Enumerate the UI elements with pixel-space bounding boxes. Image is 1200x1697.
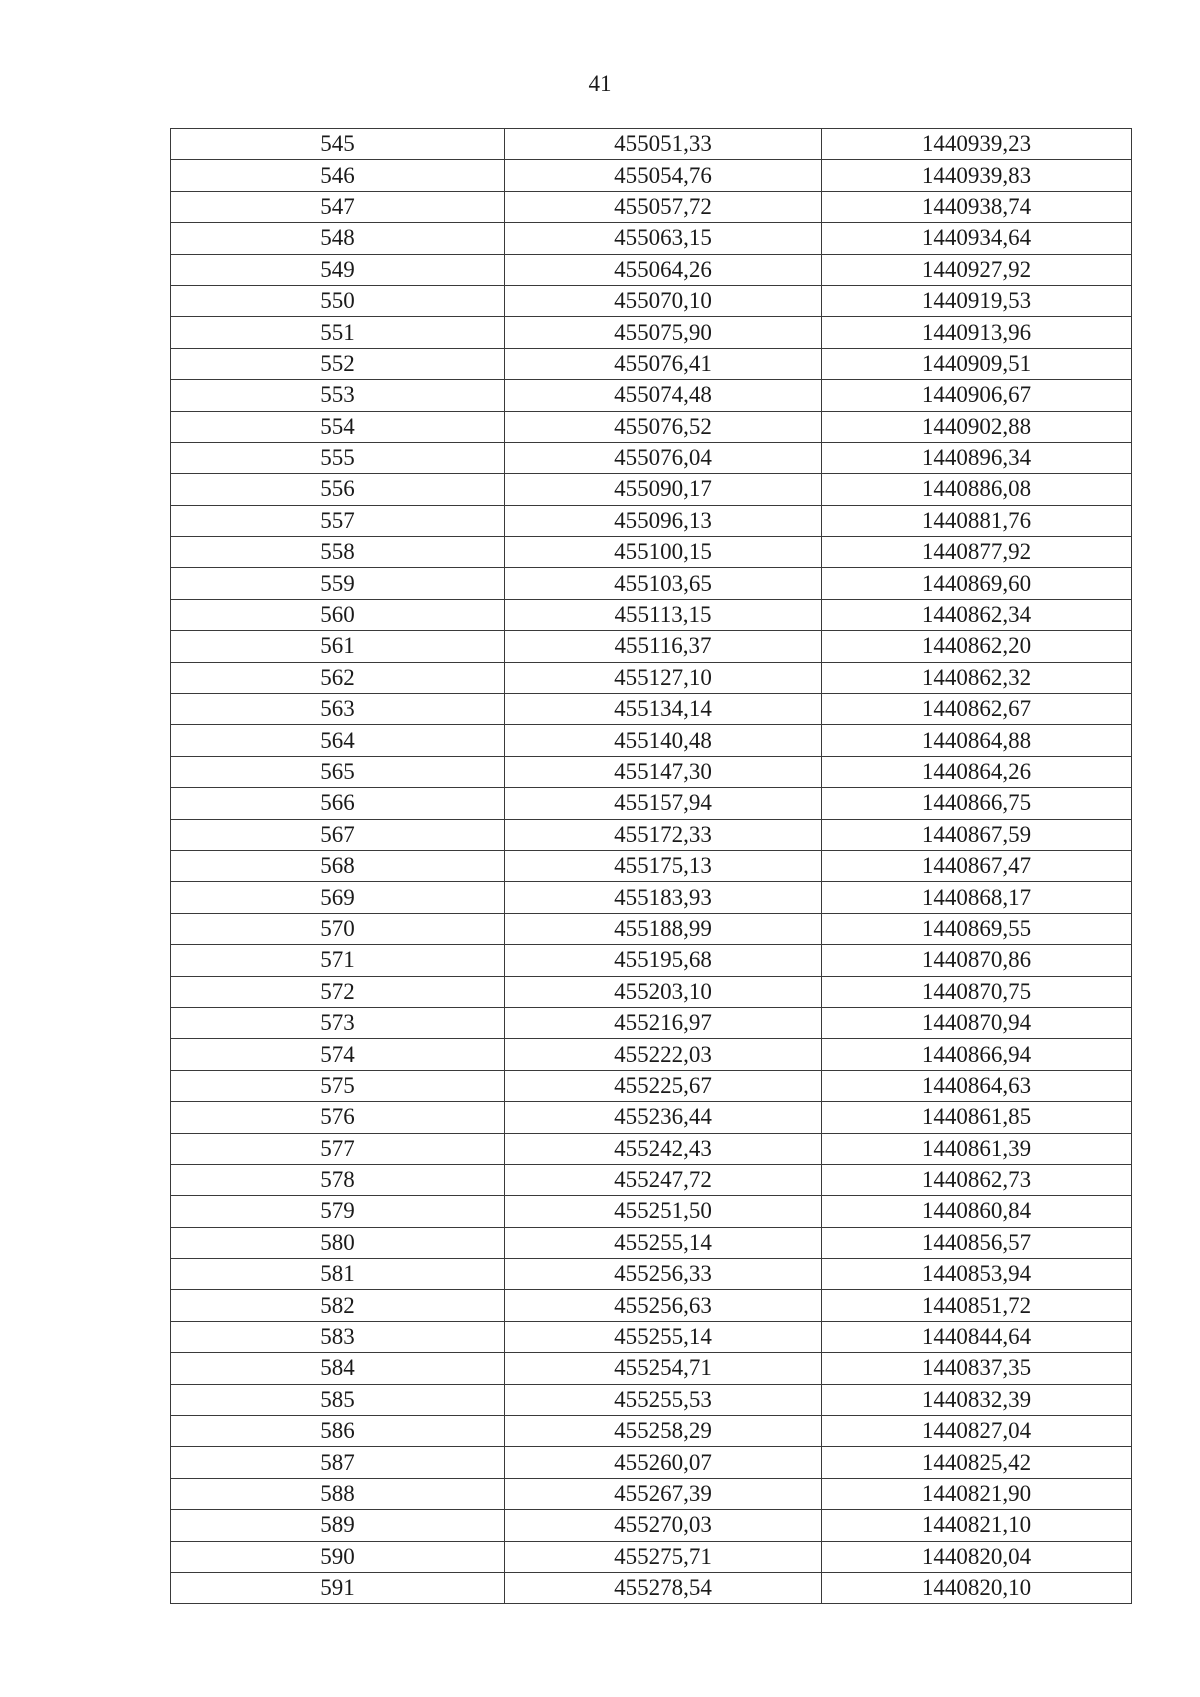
table-row <box>171 788 1132 819</box>
x-coordinate-cell: 455064,26 <box>505 254 822 285</box>
y-coordinate-cell: 1440869,60 <box>822 568 1132 599</box>
x-coordinate-cell: 455070,10 <box>505 285 822 316</box>
table-row <box>171 1102 1132 1133</box>
x-coordinate-cell: 455216,97 <box>505 1007 822 1038</box>
table-row <box>171 1353 1132 1384</box>
point-number-cell: 575 <box>171 1070 505 1101</box>
point-number-cell: 582 <box>171 1290 505 1321</box>
x-coordinate-cell: 455147,30 <box>505 756 822 787</box>
point-number-cell: 557 <box>171 505 505 536</box>
x-coordinate-cell: 455251,50 <box>505 1196 822 1227</box>
point-number-cell: 546 <box>171 160 505 191</box>
y-coordinate-cell: 1440906,67 <box>822 380 1132 411</box>
x-coordinate-cell: 455051,33 <box>505 129 822 160</box>
point-number-cell: 550 <box>171 285 505 316</box>
table-row <box>171 631 1132 662</box>
y-coordinate-cell: 1440821,90 <box>822 1478 1132 1509</box>
table-row <box>171 505 1132 536</box>
y-coordinate-cell: 1440868,17 <box>822 882 1132 913</box>
point-number-cell: 555 <box>171 442 505 473</box>
point-number-cell: 560 <box>171 599 505 630</box>
y-coordinate-cell: 1440862,67 <box>822 694 1132 725</box>
point-number-cell: 568 <box>171 850 505 881</box>
point-number-cell: 551 <box>171 317 505 348</box>
y-coordinate-cell: 1440861,39 <box>822 1133 1132 1164</box>
table-row <box>171 819 1132 850</box>
table-row <box>171 1321 1132 1352</box>
point-number-cell: 569 <box>171 882 505 913</box>
table-row <box>171 380 1132 411</box>
point-number-cell: 552 <box>171 348 505 379</box>
table-row <box>171 850 1132 881</box>
y-coordinate-cell: 1440862,20 <box>822 631 1132 662</box>
y-coordinate-cell: 1440867,47 <box>822 850 1132 881</box>
table-row <box>171 1039 1132 1070</box>
x-coordinate-cell: 455157,94 <box>505 788 822 819</box>
table-row <box>171 662 1132 693</box>
table-row <box>171 1447 1132 1478</box>
point-number-cell: 566 <box>171 788 505 819</box>
x-coordinate-cell: 455270,03 <box>505 1510 822 1541</box>
point-number-cell: 547 <box>171 191 505 222</box>
y-coordinate-cell: 1440862,34 <box>822 599 1132 630</box>
table-row <box>171 1510 1132 1541</box>
table-row <box>171 411 1132 442</box>
table-row <box>171 317 1132 348</box>
x-coordinate-cell: 455116,37 <box>505 631 822 662</box>
point-number-cell: 553 <box>171 380 505 411</box>
x-coordinate-cell: 455057,72 <box>505 191 822 222</box>
y-coordinate-cell: 1440837,35 <box>822 1353 1132 1384</box>
y-coordinate-cell: 1440866,94 <box>822 1039 1132 1070</box>
point-number-cell: 548 <box>171 223 505 254</box>
x-coordinate-cell: 455260,07 <box>505 1447 822 1478</box>
point-number-cell: 580 <box>171 1227 505 1258</box>
point-number-cell: 583 <box>171 1321 505 1352</box>
table-row <box>171 756 1132 787</box>
coordinates-table-body <box>171 129 1132 1604</box>
y-coordinate-cell: 1440869,55 <box>822 913 1132 944</box>
point-number-cell: 570 <box>171 913 505 944</box>
point-number-cell: 549 <box>171 254 505 285</box>
y-coordinate-cell: 1440927,92 <box>822 254 1132 285</box>
table-row <box>171 1227 1132 1258</box>
y-coordinate-cell: 1440886,08 <box>822 474 1132 505</box>
table-row <box>171 1133 1132 1164</box>
y-coordinate-cell: 1440820,04 <box>822 1541 1132 1572</box>
y-coordinate-cell: 1440909,51 <box>822 348 1132 379</box>
point-number-cell: 545 <box>171 129 505 160</box>
table-row <box>171 285 1132 316</box>
y-coordinate-cell: 1440939,83 <box>822 160 1132 191</box>
y-coordinate-cell: 1440844,64 <box>822 1321 1132 1352</box>
table-row <box>171 160 1132 191</box>
point-number-cell: 574 <box>171 1039 505 1070</box>
point-number-cell: 576 <box>171 1102 505 1133</box>
point-number-cell: 572 <box>171 976 505 1007</box>
table-row <box>171 129 1132 160</box>
y-coordinate-cell: 1440867,59 <box>822 819 1132 850</box>
y-coordinate-cell: 1440938,74 <box>822 191 1132 222</box>
x-coordinate-cell: 455247,72 <box>505 1164 822 1195</box>
coordinates-table <box>170 128 1132 1604</box>
table-row <box>171 1070 1132 1101</box>
y-coordinate-cell: 1440913,96 <box>822 317 1132 348</box>
table-row <box>171 1259 1132 1290</box>
y-coordinate-cell: 1440861,85 <box>822 1102 1132 1133</box>
table-row <box>171 474 1132 505</box>
table-row <box>171 1572 1132 1603</box>
point-number-cell: 556 <box>171 474 505 505</box>
table-row <box>171 976 1132 1007</box>
point-number-cell: 589 <box>171 1510 505 1541</box>
x-coordinate-cell: 455076,41 <box>505 348 822 379</box>
y-coordinate-cell: 1440870,86 <box>822 945 1132 976</box>
y-coordinate-cell: 1440851,72 <box>822 1290 1132 1321</box>
table-row <box>171 254 1132 285</box>
point-number-cell: 559 <box>171 568 505 599</box>
point-number-cell: 571 <box>171 945 505 976</box>
table-row <box>171 1416 1132 1447</box>
x-coordinate-cell: 455195,68 <box>505 945 822 976</box>
x-coordinate-cell: 455242,43 <box>505 1133 822 1164</box>
x-coordinate-cell: 455255,14 <box>505 1227 822 1258</box>
table-row <box>171 348 1132 379</box>
table-row <box>171 442 1132 473</box>
point-number-cell: 587 <box>171 1447 505 1478</box>
x-coordinate-cell: 455236,44 <box>505 1102 822 1133</box>
y-coordinate-cell: 1440864,63 <box>822 1070 1132 1101</box>
table-row <box>171 1478 1132 1509</box>
point-number-cell: 567 <box>171 819 505 850</box>
x-coordinate-cell: 455222,03 <box>505 1039 822 1070</box>
point-number-cell: 581 <box>171 1259 505 1290</box>
y-coordinate-cell: 1440864,26 <box>822 756 1132 787</box>
y-coordinate-cell: 1440919,53 <box>822 285 1132 316</box>
y-coordinate-cell: 1440862,32 <box>822 662 1132 693</box>
table-row <box>171 945 1132 976</box>
table-row <box>171 694 1132 725</box>
point-number-cell: 586 <box>171 1416 505 1447</box>
x-coordinate-cell: 455076,52 <box>505 411 822 442</box>
y-coordinate-cell: 1440881,76 <box>822 505 1132 536</box>
point-number-cell: 564 <box>171 725 505 756</box>
y-coordinate-cell: 1440832,39 <box>822 1384 1132 1415</box>
table-row <box>171 1290 1132 1321</box>
x-coordinate-cell: 455140,48 <box>505 725 822 756</box>
table-row <box>171 1164 1132 1195</box>
page-number: 41 <box>588 71 612 96</box>
x-coordinate-cell: 455172,33 <box>505 819 822 850</box>
table-row <box>171 568 1132 599</box>
table-row <box>171 1007 1132 1038</box>
table-row <box>171 1196 1132 1227</box>
x-coordinate-cell: 455254,71 <box>505 1353 822 1384</box>
x-coordinate-cell: 455100,15 <box>505 537 822 568</box>
point-number-cell: 577 <box>171 1133 505 1164</box>
x-coordinate-cell: 455203,10 <box>505 976 822 1007</box>
x-coordinate-cell: 455175,13 <box>505 850 822 881</box>
point-number-cell: 573 <box>171 1007 505 1038</box>
y-coordinate-cell: 1440877,92 <box>822 537 1132 568</box>
x-coordinate-cell: 455183,93 <box>505 882 822 913</box>
x-coordinate-cell: 455096,13 <box>505 505 822 536</box>
y-coordinate-cell: 1440862,73 <box>822 1164 1132 1195</box>
point-number-cell: 561 <box>171 631 505 662</box>
table-row <box>171 599 1132 630</box>
y-coordinate-cell: 1440866,75 <box>822 788 1132 819</box>
y-coordinate-cell: 1440939,23 <box>822 129 1132 160</box>
x-coordinate-cell: 455256,63 <box>505 1290 822 1321</box>
x-coordinate-cell: 455103,65 <box>505 568 822 599</box>
x-coordinate-cell: 455267,39 <box>505 1478 822 1509</box>
y-coordinate-cell: 1440820,10 <box>822 1572 1132 1603</box>
table-row <box>171 223 1132 254</box>
point-number-cell: 590 <box>171 1541 505 1572</box>
point-number-cell: 563 <box>171 694 505 725</box>
table-row <box>171 882 1132 913</box>
y-coordinate-cell: 1440856,57 <box>822 1227 1132 1258</box>
x-coordinate-cell: 455054,76 <box>505 160 822 191</box>
x-coordinate-cell: 455278,54 <box>505 1572 822 1603</box>
y-coordinate-cell: 1440827,04 <box>822 1416 1132 1447</box>
x-coordinate-cell: 455275,71 <box>505 1541 822 1572</box>
table-row <box>171 537 1132 568</box>
y-coordinate-cell: 1440864,88 <box>822 725 1132 756</box>
table-row <box>171 725 1132 756</box>
x-coordinate-cell: 455255,14 <box>505 1321 822 1352</box>
point-number-cell: 565 <box>171 756 505 787</box>
x-coordinate-cell: 455256,33 <box>505 1259 822 1290</box>
x-coordinate-cell: 455225,67 <box>505 1070 822 1101</box>
y-coordinate-cell: 1440934,64 <box>822 223 1132 254</box>
point-number-cell: 578 <box>171 1164 505 1195</box>
table-row <box>171 1541 1132 1572</box>
point-number-cell: 584 <box>171 1353 505 1384</box>
table-row <box>171 1384 1132 1415</box>
x-coordinate-cell: 455127,10 <box>505 662 822 693</box>
table-row <box>171 913 1132 944</box>
y-coordinate-cell: 1440896,34 <box>822 442 1132 473</box>
y-coordinate-cell: 1440825,42 <box>822 1447 1132 1478</box>
x-coordinate-cell: 455090,17 <box>505 474 822 505</box>
y-coordinate-cell: 1440902,88 <box>822 411 1132 442</box>
y-coordinate-cell: 1440870,94 <box>822 1007 1132 1038</box>
point-number-cell: 579 <box>171 1196 505 1227</box>
y-coordinate-cell: 1440821,10 <box>822 1510 1132 1541</box>
x-coordinate-cell: 455063,15 <box>505 223 822 254</box>
y-coordinate-cell: 1440860,84 <box>822 1196 1132 1227</box>
x-coordinate-cell: 455258,29 <box>505 1416 822 1447</box>
point-number-cell: 554 <box>171 411 505 442</box>
x-coordinate-cell: 455074,48 <box>505 380 822 411</box>
y-coordinate-cell: 1440870,75 <box>822 976 1132 1007</box>
x-coordinate-cell: 455113,15 <box>505 599 822 630</box>
point-number-cell: 562 <box>171 662 505 693</box>
x-coordinate-cell: 455075,90 <box>505 317 822 348</box>
x-coordinate-cell: 455255,53 <box>505 1384 822 1415</box>
x-coordinate-cell: 455076,04 <box>505 442 822 473</box>
point-number-cell: 588 <box>171 1478 505 1509</box>
y-coordinate-cell: 1440853,94 <box>822 1259 1132 1290</box>
x-coordinate-cell: 455188,99 <box>505 913 822 944</box>
point-number-cell: 585 <box>171 1384 505 1415</box>
table-row <box>171 191 1132 222</box>
point-number-cell: 591 <box>171 1572 505 1603</box>
x-coordinate-cell: 455134,14 <box>505 694 822 725</box>
point-number-cell: 558 <box>171 537 505 568</box>
